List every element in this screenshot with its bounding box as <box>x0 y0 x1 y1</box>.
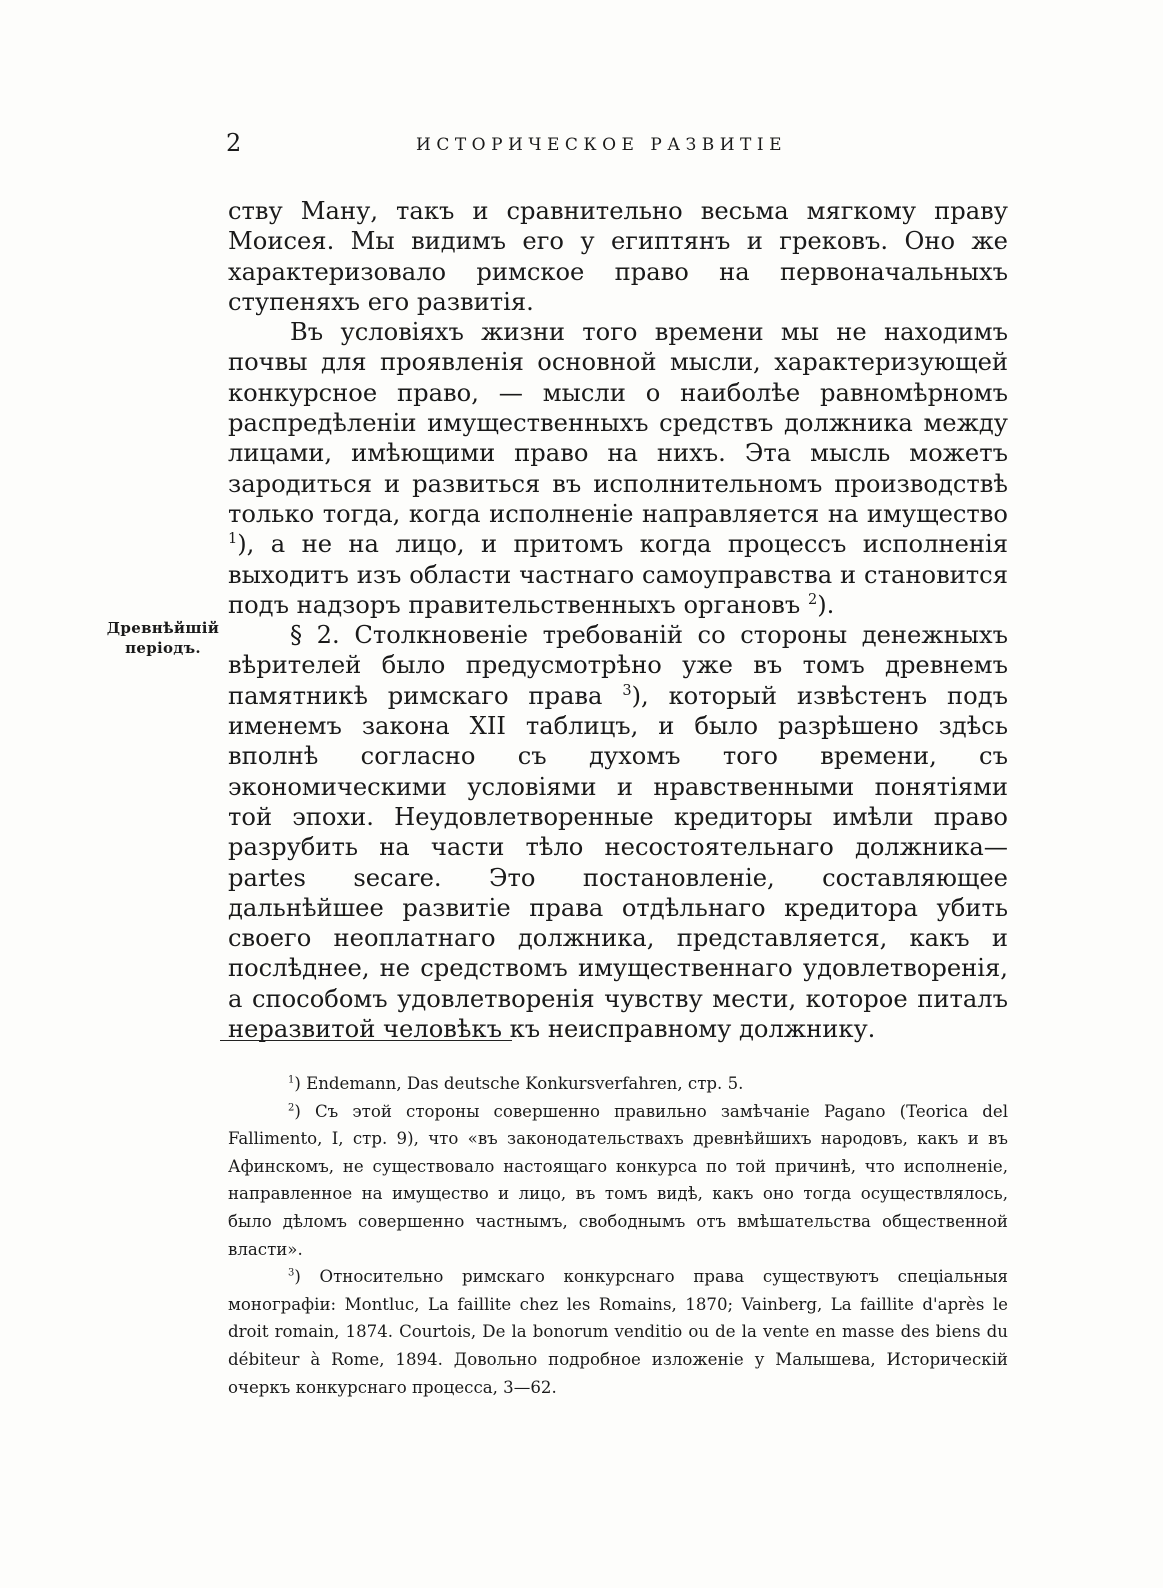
footnote-3-text: ) Относительно римскаго конкурснаго права существуютъ спеціальныя монографіи: Montluc, La faillite chez les Romains, 1870; Vainberg, La faillite d'après le droit romain, 1874. Courtois, De la bonorum venditio ou de la vente en masse des biens du débiteur à Rome, 1894. Довольно подробное изложеніе у Малышева, Историческій очеркъ конкурснаго процесса, 3—62. <box>228 1267 1008 1397</box>
footnote-1-text: ) Endemann, Das deutsche Konkursverfahren, стр. 5. <box>294 1074 744 1093</box>
footnote-ref-2: 2 <box>807 591 818 608</box>
paragraph-3-text-a: § 2. Столкновеніе требованій со стороны денежныхъ вѣрителей было предусмотрѣно уже въ томъ древнемъ памятникѣ римскаго права <box>228 621 1008 710</box>
footnote-3 <box>228 1263 1008 1401</box>
footnote-3-marker: 3 <box>288 1267 295 1279</box>
margin-note <box>104 618 222 658</box>
footnote-2 <box>228 1098 1008 1264</box>
running-title: ИСТОРИЧЕСКОЕ РАЗВИТІЕ <box>416 135 788 155</box>
footnote-2-marker: 2 <box>288 1102 295 1114</box>
footnote-divider <box>220 1040 512 1041</box>
page-header <box>226 128 846 162</box>
paragraph-1-text: ству Ману, такъ и сравнительно весьма мягкому праву Моисея. Мы видимъ его у египтянъ и грековъ. Оно же характеризовало римское право на первоначальныхъ ступеняхъ его развитія. <box>228 197 1008 316</box>
main-text <box>228 196 1008 1044</box>
footnotes <box>228 1070 1008 1401</box>
paragraph-2-text-b: ), а не на лицо, и притомъ когда процессъ исполненія выходитъ изъ области частнаго самоуправства и становится подъ надзоръ правительственныхъ органовъ <box>228 530 1008 619</box>
margin-note-line-2: періодъ. <box>125 639 201 657</box>
paragraph-2-text-a: Въ условіяхъ жизни того времени мы не находимъ почвы для проявленія основной мысли, характеризующей конкурсное право, — мысли о наиболѣе равномѣрномъ распредѣленіи имущественныхъ средствъ должника между лицами, имѣющими право на нихъ. Эта мысль можетъ зародиться и развиться въ исполнительномъ производствѣ только тогда, когда исполненіе направляется на имущество <box>228 318 1008 528</box>
footnote-2-text: ) Съ этой стороны совершенно правильно замѣчаніе Pagano (Teorica del Fallimento, I, стр. 9), что «въ законодательствахъ древнѣйшихъ народовъ, какъ и въ Афинскомъ, не существовало настоящаго конкурса по той причинѣ, что исполненіе, направленное на имущество и лицо, въ томъ видѣ, какъ оно тогда осуществлялось, было дѣломъ совершенно частнымъ, свободнымъ отъ вмѣшательства общественной власти». <box>228 1101 1008 1259</box>
footnote-ref-1: 1 <box>228 531 238 548</box>
paragraph-2 <box>228 317 1008 620</box>
paragraph-3 <box>228 620 1008 1044</box>
paragraph-2-text-c: ). <box>817 590 835 619</box>
paragraph-1 <box>228 196 1008 317</box>
footnote-ref-3: 3 <box>622 682 632 699</box>
margin-note-line-1: Древнѣйшій <box>106 619 220 637</box>
page-number: 2 <box>226 129 242 157</box>
paragraph-3-text-b: ), который извѣстенъ подъ именемъ закона XII таблицъ, и было разрѣшено здѣсь вполнѣ согласно съ духомъ того времени, съ экономическими условіями и нравственными понятіями той эпохи. Неудовлетворенные кредиторы имѣли право разрубить на части тѣло несостоятельнаго должника—partes secare. Это постановленіе, составляющее дальнѣйшее развитіе права отдѣльнаго кредитора убить своего неоплатнаго должника, представляется, какъ и послѣднее, не средствомъ имущественнаго удовлетворенія, а способомъ удовлетворенія чувству мести, которое питалъ неразвитой человѣкъ къ неисправному должнику. <box>228 681 1008 1044</box>
footnote-1 <box>228 1070 1008 1098</box>
footnote-1-marker: 1 <box>288 1074 295 1086</box>
